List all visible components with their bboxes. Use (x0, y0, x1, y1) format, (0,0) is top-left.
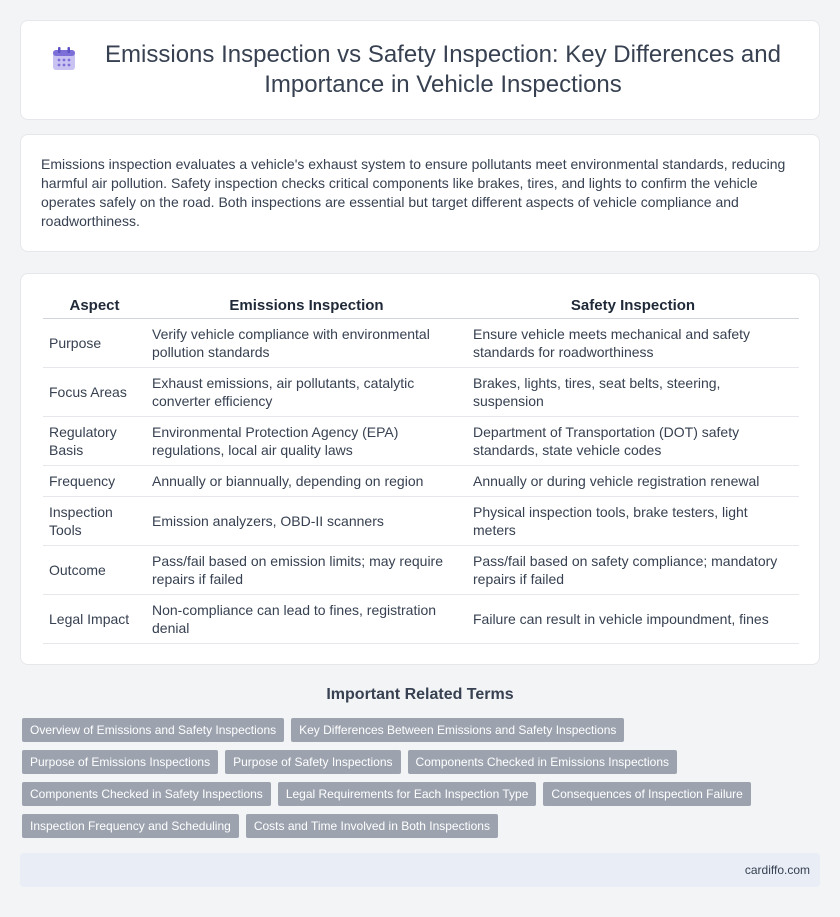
footer-site-link[interactable]: cardiffo.com (744, 863, 810, 877)
related-terms-heading: Important Related Terms (326, 686, 514, 703)
row-emissions: Non-compliance can lead to fines, registration denial (146, 594, 467, 643)
row-emissions: Emission analyzers, OBD-II scanners (146, 496, 467, 545)
table-header-row (43, 294, 799, 318)
row-safety: Annually or during vehicle registration renewal (467, 465, 799, 496)
related-term-tag[interactable]: Purpose of Safety Inspections (225, 750, 400, 774)
page-title: Emissions Inspection vs Safety Inspection: Key Differences and Importance in Vehicle Inspections (105, 41, 781, 98)
comparison-table (43, 294, 799, 644)
row-safety: Brakes, lights, tires, seat belts, steering, suspension (467, 367, 799, 416)
row-emissions: Verify vehicle compliance with environmental pollution standards (146, 318, 467, 367)
related-term-tag[interactable]: Purpose of Emissions Inspections (22, 750, 218, 774)
title-card (20, 20, 820, 120)
row-emissions: Exhaust emissions, air pollutants, catalytic converter efficiency (146, 367, 467, 416)
row-aspect: Focus Areas (43, 367, 146, 416)
column-header-aspect: Aspect (43, 294, 146, 318)
row-aspect: Frequency (43, 465, 146, 496)
table-row (43, 496, 799, 545)
row-aspect: Inspection Tools (43, 496, 146, 545)
row-aspect: Purpose (43, 318, 146, 367)
row-safety: Department of Transportation (DOT) safety standards, state vehicle codes (467, 416, 799, 465)
related-term-tag[interactable]: Components Checked in Emissions Inspections (408, 750, 677, 774)
intro-card (20, 134, 820, 252)
related-term-tag[interactable]: Inspection Frequency and Scheduling (22, 814, 239, 838)
table-row (43, 367, 799, 416)
column-header-emissions: Emissions Inspection (146, 294, 467, 318)
related-term-tag[interactable]: Key Differences Between Emissions and Safety Inspections (291, 718, 624, 742)
row-safety: Ensure vehicle meets mechanical and safety standards for roadworthiness (467, 318, 799, 367)
table-row (43, 416, 799, 465)
related-terms-list (22, 718, 812, 846)
table-row (43, 594, 799, 643)
table-row (43, 545, 799, 594)
intro-paragraph: Emissions inspection evaluates a vehicle's exhaust system to ensure pollutants meet environmental standards, reducing harmful air pollution. Safety inspection checks critical components like brakes, tires, and lights to confirm the vehicle operates safely on the road. Both inspections are essential but target different aspects of vehicle compliance and roadworthiness. (41, 156, 786, 229)
row-safety: Failure can result in vehicle impoundment, fines (467, 594, 799, 643)
row-aspect: Outcome (43, 545, 146, 594)
row-aspect: Regulatory Basis (43, 416, 146, 465)
related-term-tag[interactable]: Components Checked in Safety Inspections (22, 782, 271, 806)
table-row (43, 318, 799, 367)
row-safety: Physical inspection tools, brake testers, light meters (467, 496, 799, 545)
row-safety: Pass/fail based on safety compliance; mandatory repairs if failed (467, 545, 799, 594)
related-term-tag[interactable]: Legal Requirements for Each Inspection Type (278, 782, 537, 806)
comparison-card (20, 273, 820, 665)
title-wrap (51, 40, 789, 100)
related-term-tag[interactable]: Consequences of Inspection Failure (543, 782, 750, 806)
row-aspect: Legal Impact (43, 594, 146, 643)
row-emissions: Environmental Protection Agency (EPA) regulations, local air quality laws (146, 416, 467, 465)
column-header-safety: Safety Inspection (467, 294, 799, 318)
table-row (43, 465, 799, 496)
footer (20, 853, 820, 887)
row-emissions: Annually or biannually, depending on region (146, 465, 467, 496)
related-term-tag[interactable]: Costs and Time Involved in Both Inspections (246, 814, 498, 838)
row-emissions: Pass/fail based on emission limits; may require repairs if failed (146, 545, 467, 594)
related-term-tag[interactable]: Overview of Emissions and Safety Inspections (22, 718, 284, 742)
calendar-icon (51, 46, 77, 72)
